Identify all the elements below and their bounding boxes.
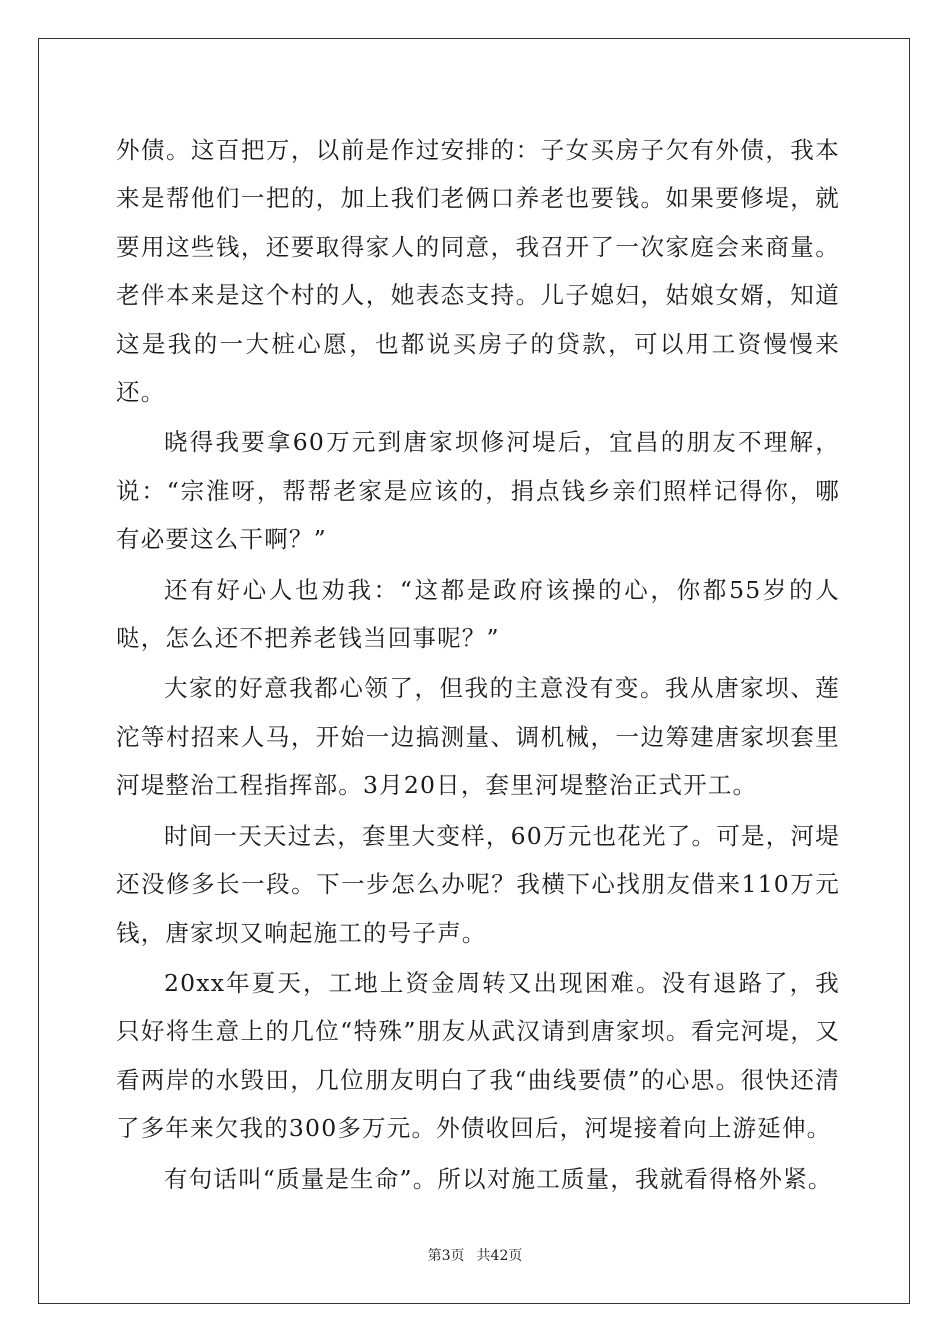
paragraph: 还有好心人也劝我：“这都是政府该操的心，你都55岁的人哒，怎么还不把养老钱当回事呢？” <box>116 575 840 653</box>
paragraph: 外债。这百把万，以前是作过安排的：子女买房子欠有外债，我本来是帮他们一把的，加上我们老俩口养老也要钱。如果要修堤，就要用这些钱，还要取得家人的同意，我召开了一次家庭会来商量。老伴本来是这个村的人，她表态支持。儿子媳妇，姑娘女婿，知道这是我的一大桩心愿，也都说买房子的贷款，可以用工资慢慢来还。 <box>116 136 840 407</box>
page-footer <box>0 1247 950 1265</box>
paragraph: 大家的好意我都心领了，但我的主意没有变。我从唐家坝、莲沱等村招来人马，开始一边搞测量、调机械，一边筹建唐家坝套里河堤整治工程指挥部。3月20日，套里河堤整治正式开工。 <box>116 674 840 800</box>
document-body <box>116 126 840 1203</box>
page-total: 共42页 <box>476 1248 523 1264</box>
paragraph: 有句话叫“质量是生命”。所以对施工质量，我就看得格外紧。 <box>164 1164 833 1193</box>
page-number: 第3页 <box>427 1248 465 1264</box>
paragraph: 时间一天天过去，套里大变样，60万元也花光了。可是，河堤还没修多长一段。下一步怎么办呢？我横下心找朋友借来110万元钱，唐家坝又响起施工的号子声。 <box>116 821 840 947</box>
paragraph: 20xx年夏天，工地上资金周转又出现困难。没有退路了，我只好将生意上的几位“特殊”朋友从武汉请到唐家坝。看完河堤，又看两岸的水毁田，几位朋友明白了我“曲线要债”的心思。很快还清了多年来欠我的300多万元。外债收回后，河堤接着向上游延伸。 <box>116 968 840 1143</box>
paragraph: 晓得我要拿60万元到唐家坝修河堤后，宜昌的朋友不理解，说：“宗淮呀，帮帮老家是应该的，捐点钱乡亲们照样记得你，哪有必要这么干啊？” <box>116 428 840 554</box>
